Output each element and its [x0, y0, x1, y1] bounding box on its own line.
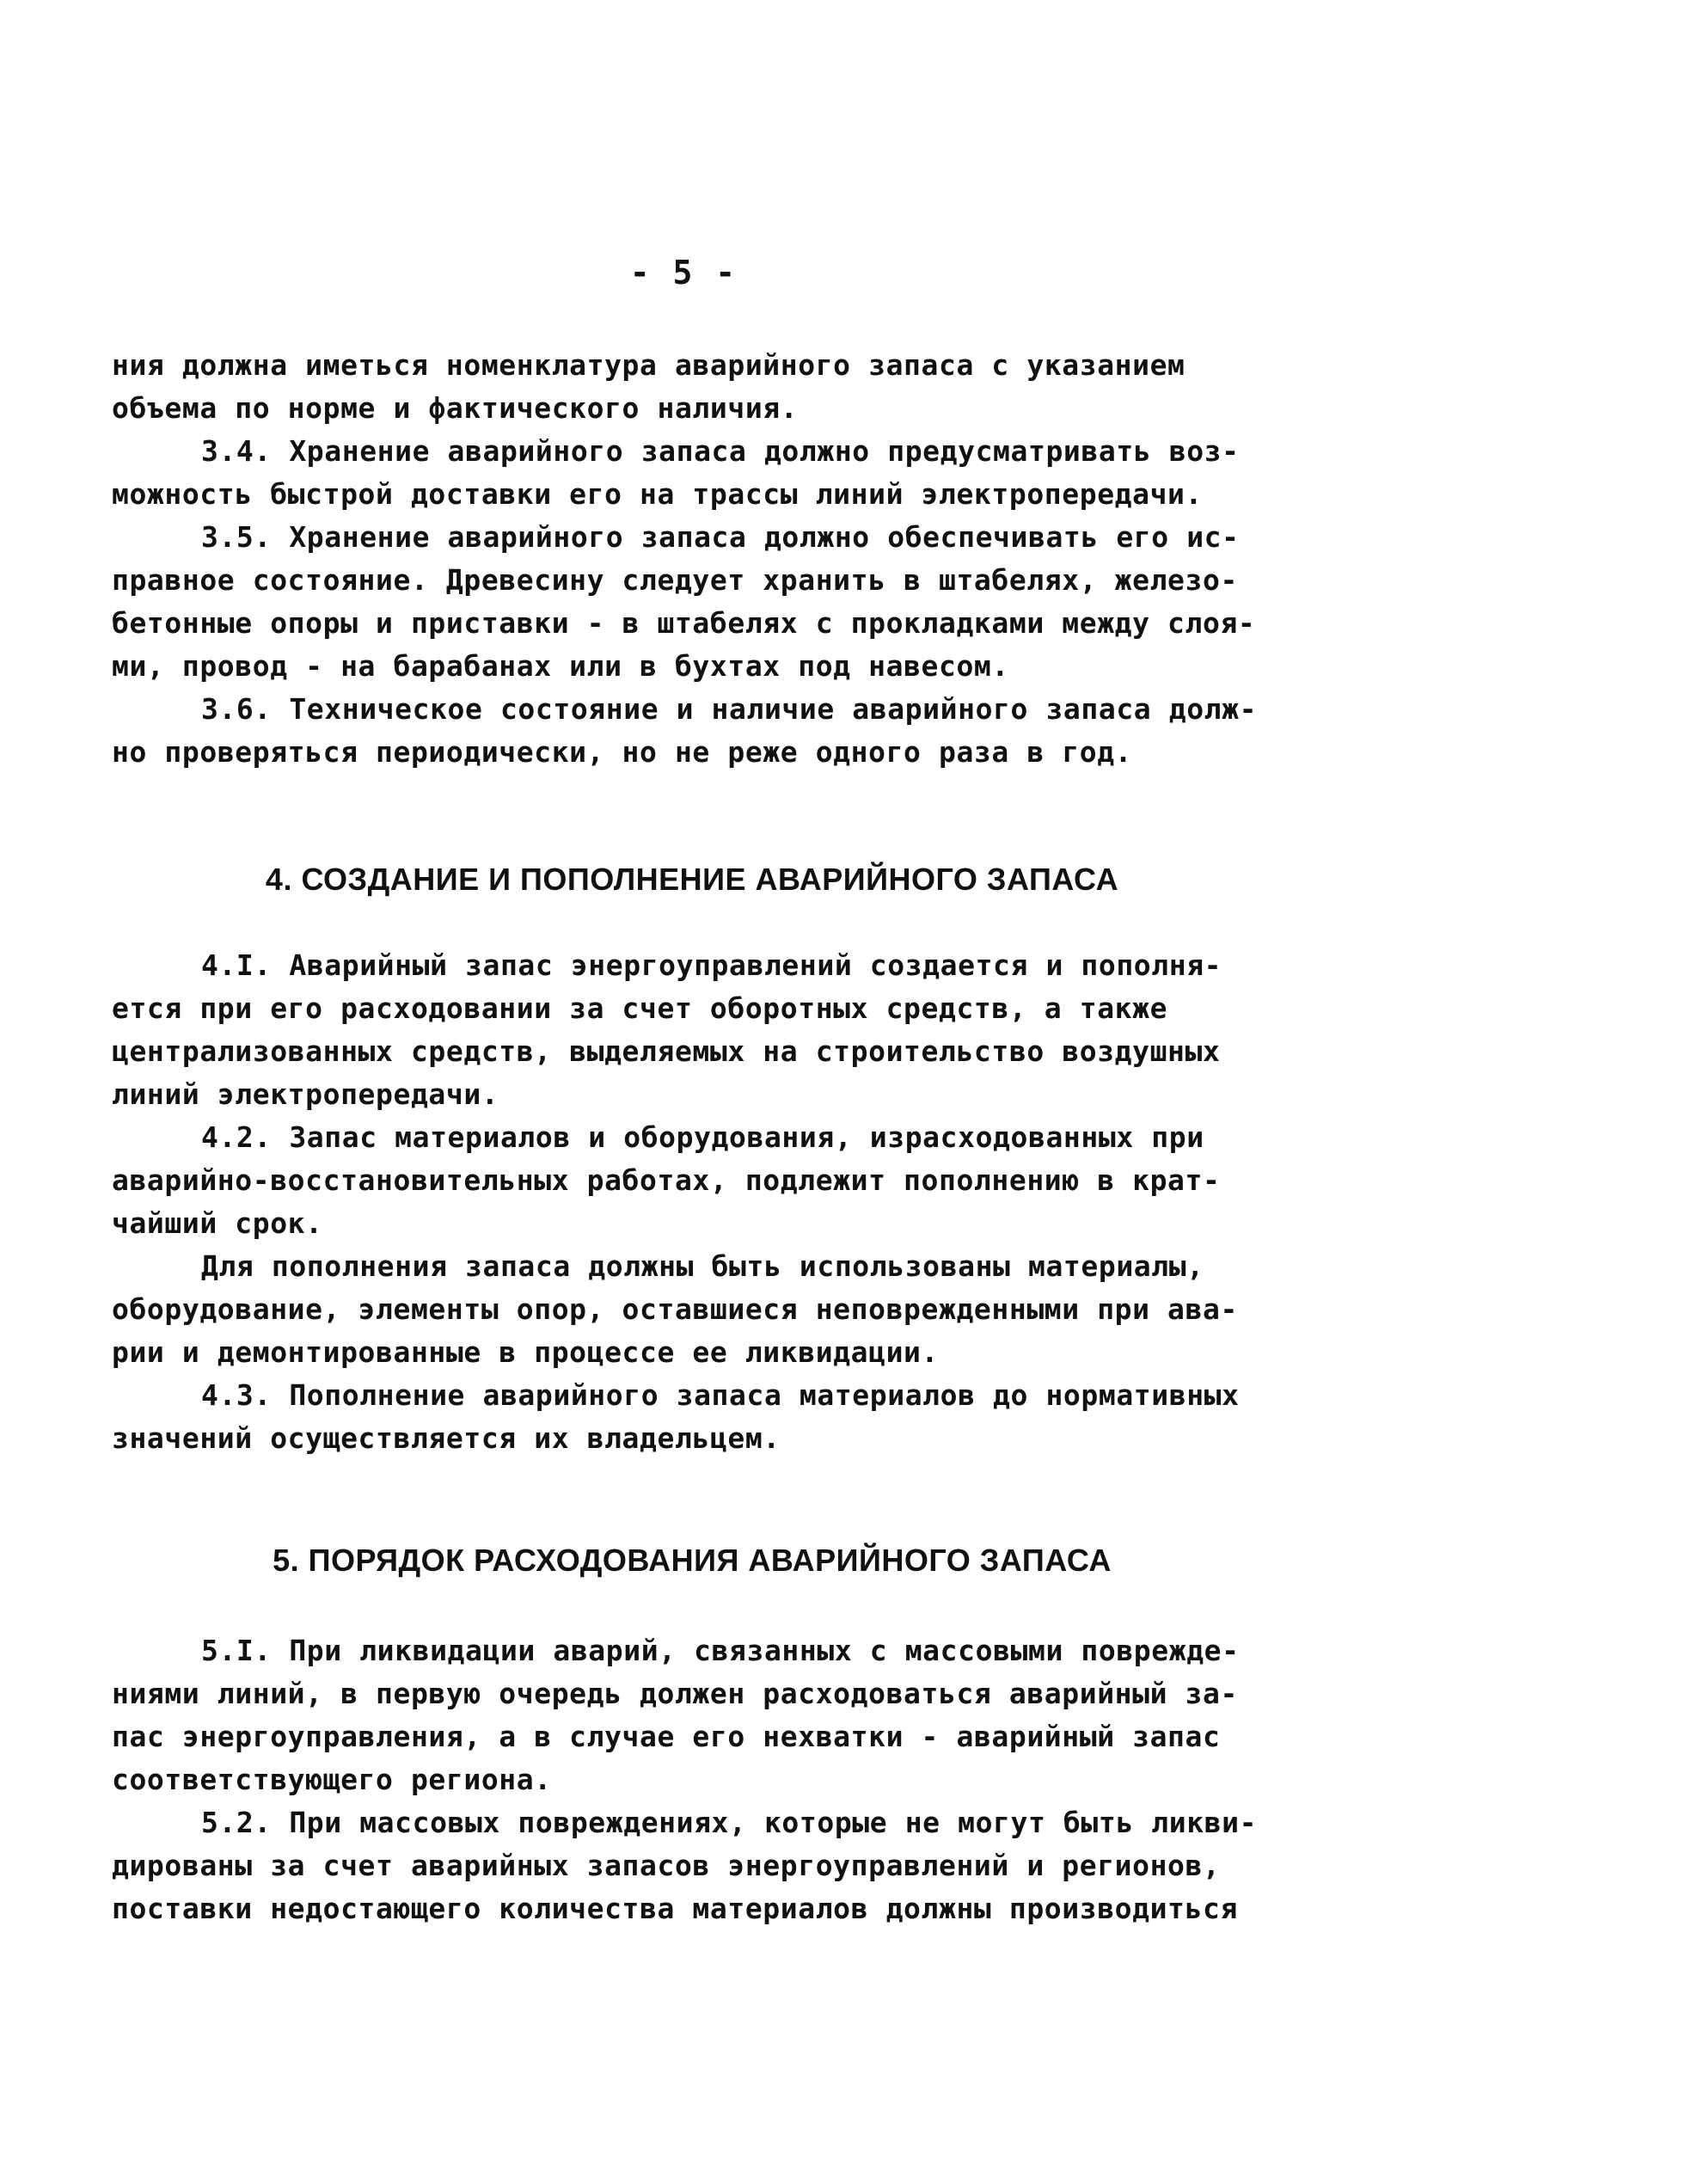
text-line: поставки недостающего количества материалов должны производиться — [112, 1892, 1238, 1925]
text-line: дированы за счет аварийных запасов энергоуправлений и регионов, — [112, 1849, 1221, 1882]
text-line: но проверяться периодически, но не реже одного раза в год. — [112, 735, 1133, 769]
section-5-heading: 5. ПОРЯДОК РАСХОДОВАНИЯ АВАРИЙНОГО ЗАПАСА — [273, 1543, 1112, 1578]
section-3-continuation — [112, 344, 1272, 774]
clause-5-1: 5.I. При ликвидации аварий, связанных с массовыми поврежде- — [201, 1634, 1240, 1667]
clause-4-3: 4.3. Пополнение аварийного запаса материалов до нормативных — [201, 1378, 1240, 1412]
text-line: ния должна иметься номенклатура аварийного запаса с указанием — [112, 348, 1186, 382]
text-line: аварийно-восстановительных работах, подлежит пополнению в крат- — [112, 1163, 1221, 1197]
text-line: ми, провод - на барабанах или в бухтах под навесом. — [112, 649, 1009, 683]
text-line: пас энергоуправления, а в случае его нехватки - аварийный запас — [112, 1720, 1221, 1753]
text-line: можность быстрой доставки его на трассы линий электропередачи. — [112, 477, 1203, 511]
text-line: соответствующего региона. — [112, 1763, 552, 1796]
clause-3-4: 3.4. Хранение аварийного запаса должно предусматривать воз- — [201, 434, 1240, 468]
text-line: рии и демонтированные в процессе ее ликвидации. — [112, 1335, 939, 1369]
page-number: - 5 - — [629, 254, 738, 291]
text-line: ется при его расходовании за счет оборотных средств, а также — [112, 991, 1168, 1025]
text-line: бетонные опоры и приставки - в штабелях с прокладками между слоя- — [112, 606, 1256, 640]
section-4-heading: 4. СОЗДАНИЕ И ПОПОЛНЕНИЕ АВАРИЙНОГО ЗАПАСА — [265, 862, 1119, 897]
clause-3-5: 3.5. Хранение аварийного запаса должно обеспечивать его ис- — [201, 520, 1240, 554]
text-line: правное состояние. Древесину следует хранить в штабелях, железо- — [112, 563, 1238, 597]
text-line: чайший срок. — [112, 1206, 323, 1240]
clause-4-2: 4.2. Запас материалов и оборудования, израсходованных при — [201, 1120, 1204, 1154]
clause-5-2: 5.2. При массовых повреждениях, которые не могут быть ликви- — [201, 1806, 1258, 1839]
text-line: ниями линий, в первую очередь должен расходоваться аварийный за- — [112, 1677, 1238, 1710]
text-line: централизованных средств, выделяемых на строительство воздушных — [112, 1034, 1221, 1068]
clause-3-6: 3.6. Техническое состояние и наличие аварийного запаса долж- — [201, 692, 1258, 726]
paragraph-start: Для пополнения запаса должны быть использованы материалы, — [201, 1249, 1204, 1283]
clause-4-1: 4.I. Аварийный запас энергоуправлений создается и пополня- — [201, 948, 1222, 982]
section-4-body — [112, 944, 1272, 1460]
section-5-body — [112, 1629, 1272, 1930]
text-line: объема по норме и фактического наличия. — [112, 391, 799, 425]
text-line: оборудование, элементы опор, оставшиеся неповрежденными при ава- — [112, 1292, 1238, 1326]
text-line: значений осуществляется их владельцем. — [112, 1421, 781, 1455]
text-line: линий электропередачи. — [112, 1077, 499, 1111]
